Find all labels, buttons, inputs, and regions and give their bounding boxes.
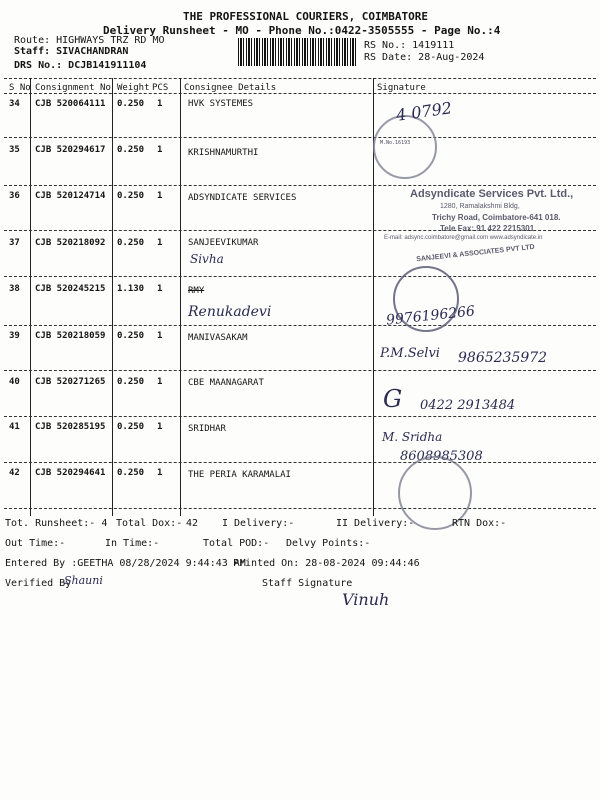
drs-number: DRS No.: DCJB141911104	[14, 60, 147, 71]
row-sno: 37	[9, 238, 20, 248]
row-note: Sivha	[190, 252, 224, 266]
stamp-text: Tele Fax: 91 422 2215301	[440, 224, 535, 233]
ii-delivery: II Delivery:-	[336, 518, 415, 529]
row-consignment: CJB 520218059	[35, 331, 106, 341]
col-weight: Weight	[117, 83, 150, 93]
row-note: Renukadevi	[188, 304, 272, 320]
row-sno: 36	[9, 191, 20, 201]
printed-on: Printed On: 28-08-2024 09:44:46	[233, 558, 420, 569]
rs-date: RS Date: 28-Aug-2024	[364, 52, 485, 63]
handwritten-name: P.M.Selvi	[380, 346, 440, 361]
row-sno: 34	[9, 99, 20, 109]
out-time: Out Time:-	[5, 538, 66, 549]
rs-number: RS No.: 1419111	[364, 40, 455, 51]
row-pcs: 1	[157, 284, 163, 294]
row-consignment: CJB 520271265	[35, 377, 106, 387]
row-consignee: HVK SYSTEMES	[188, 99, 254, 109]
row-sno: 38	[9, 284, 20, 294]
handwritten-initials: G	[383, 385, 403, 413]
staff-signature: Staff Signature	[262, 578, 353, 589]
row-sno: 35	[9, 145, 20, 155]
total-pod: Total POD:-	[203, 538, 270, 549]
row-pcs: 1	[157, 468, 163, 478]
row-pcs: 1	[157, 99, 163, 109]
handwritten-phone: 9976196266	[385, 303, 476, 329]
i-delivery: I Delivery:-	[222, 518, 295, 529]
row-pcs: 1	[157, 331, 163, 341]
row-consignment: CJB 520294641	[35, 468, 106, 478]
row-weight: 1.130	[117, 284, 145, 294]
total-dox-label: Total Dox:-	[116, 518, 183, 529]
row-consignee: KRISHNAMURTHI	[188, 148, 259, 158]
col-consignee: Consignee Details	[184, 83, 277, 93]
circular-stamp	[373, 115, 437, 179]
stamp-text: SANJEEVI & ASSOCIATES PVT LTD	[415, 243, 535, 264]
row-sno: 40	[9, 377, 20, 387]
row-consignment: CJB 520245215	[35, 284, 106, 294]
handwritten-phone: 8608985308	[400, 449, 483, 464]
entered-by: Entered By :GEETHA 08/28/2024 9:44:43 AM	[5, 558, 246, 569]
handwritten-phone: 0422 2913484	[420, 398, 516, 413]
rtn-dox: RTN Dox:-	[452, 518, 507, 529]
row-consignee: RMY	[188, 286, 205, 296]
col-sno: S No	[9, 83, 31, 93]
row-weight: 0.250	[117, 238, 145, 248]
verified-by: Verified By	[5, 578, 72, 589]
row-pcs: 1	[157, 191, 163, 201]
col-consignment: Consignment No	[35, 83, 111, 93]
row-weight: 0.250	[117, 145, 145, 155]
row-consignee: SRIDHAR	[188, 424, 226, 434]
row-consignee: CBE MAANAGARAT	[188, 378, 264, 388]
row-weight: 0.250	[117, 99, 145, 109]
row-consignee: SANJEEVIKUMAR	[188, 238, 259, 248]
staff-label: Staff: SIVACHANDRAN	[14, 46, 129, 57]
handwritten-signature: 4 0792	[394, 98, 454, 125]
row-weight: 0.250	[117, 191, 145, 201]
row-weight: 0.250	[117, 468, 145, 478]
stamp-text: 1280, Ramalakshmi Bldg,	[440, 203, 520, 210]
handwritten-name: M. Sridha	[382, 430, 443, 444]
row-consignment: CJB 520285195	[35, 422, 106, 432]
row-consignment: CJB 520124714	[35, 191, 106, 201]
row-consignee: THE PERIA KARAMALAI	[188, 470, 291, 480]
row-weight: 0.250	[117, 331, 145, 341]
stamp-text: E-mail: adsync.coimbatore@gmail.com www.adsyndicate.in	[384, 235, 543, 241]
in-time: In Time:-	[105, 538, 160, 549]
row-pcs: 1	[157, 377, 163, 387]
row-consignment: CJB 520218092	[35, 238, 106, 248]
verified-signature: Shauni	[64, 574, 103, 587]
stamp-text: M.No.16193	[380, 140, 411, 146]
row-weight: 0.250	[117, 377, 145, 387]
row-pcs: 1	[157, 238, 163, 248]
col-pcs: PCS	[152, 83, 169, 93]
row-pcs: 1	[157, 145, 163, 155]
handwritten-phone: 9865235972	[458, 350, 548, 366]
company-name: THE PROFESSIONAL COURIERS, COIMBATORE	[183, 10, 429, 23]
runsheet-title: Delivery Runsheet - MO - Phone No.:0422-3505555 - Page No.:4	[103, 24, 501, 37]
row-consignee: ADSYNDICATE SERVICES	[188, 193, 297, 203]
row-pcs: 1	[157, 422, 163, 432]
row-consignment: CJB 520294617	[35, 145, 106, 155]
stamp-text: Adsyndicate Services Pvt. Ltd.,	[410, 188, 574, 200]
staff-signature-scrawl: Vinuh	[342, 590, 390, 609]
stamp-text: Trichy Road, Coimbatore-641 018.	[432, 213, 561, 222]
tot-runsheet: Tot. Runsheet:- 4	[5, 518, 108, 529]
row-sno: 42	[9, 468, 20, 478]
row-sno: 41	[9, 422, 20, 432]
col-signature: Signature	[377, 83, 426, 93]
row-consignment: CJB 520064111	[35, 99, 106, 109]
barcode	[238, 38, 358, 66]
total-dox-value: 42	[186, 518, 199, 529]
row-weight: 0.250	[117, 422, 145, 432]
row-sno: 39	[9, 331, 20, 341]
route-label: Route: HIGHWAYS TRZ RD MO	[14, 35, 165, 46]
row-consignee: MANIVASAKAM	[188, 333, 248, 343]
delvy-points: Delvy Points:-	[286, 538, 371, 549]
